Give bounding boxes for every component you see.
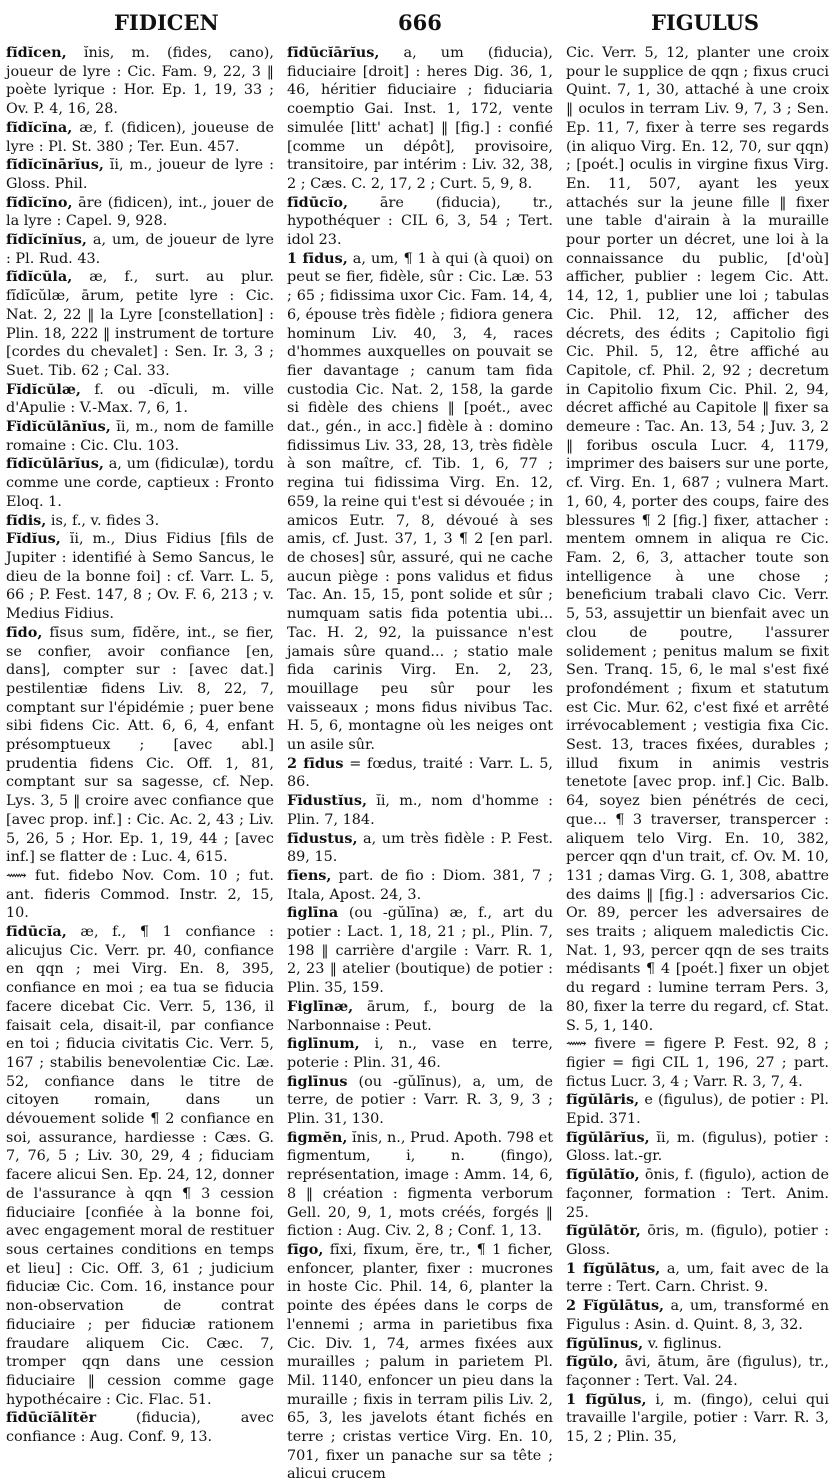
headword: fĭdĭcĭnĭus, bbox=[6, 231, 87, 249]
headword: fĭgŭlāris, bbox=[566, 1091, 640, 1109]
dictionary-entry bbox=[566, 1297, 829, 1334]
dictionary-entry bbox=[287, 1241, 553, 1484]
entry-text: i, n., vase en terre, poterie : Plin. 31, 46. bbox=[287, 1036, 553, 1071]
headword: Figlīnæ, bbox=[287, 997, 354, 1015]
headword: Fīdustĭus, bbox=[287, 792, 367, 810]
entry-text: (ou -gŭlīnus), a, um, de terre, de potier : Varr. R. 3, 9, 3 ; Plin. 31, 130. bbox=[287, 1073, 553, 1128]
headword: fĭdĭcen, bbox=[6, 44, 67, 61]
headword: fĭdĭcĭnārĭus, bbox=[6, 156, 104, 174]
dictionary-entry bbox=[6, 119, 274, 156]
entry-text: æ, f., surt. au plur. fĭdĭcŭlæ, ārum, petite lyre : Cic. Nat. 2, 22 ‖ la Lyre [constellation] : Plin. 18, 222 ‖ instrument de torture [cordes du chevalet] : Sen. Ir. 3, 3 ; Suet. Tib. 62 ; Cal. 33. bbox=[6, 269, 274, 379]
running-head-right: FIGULUS bbox=[651, 10, 760, 35]
dictionary-entry bbox=[6, 867, 274, 923]
entry-text: ⟿ fut. fidebo Nov. Com. 10 ; fut. ant. fideris Commod. Instr. 2, 15, 10. bbox=[6, 867, 274, 922]
entry-text: is, f., v. fides 3. bbox=[46, 512, 160, 529]
entry-text: (fiducia), avec confiance : Aug. Conf. 9, 13. bbox=[6, 1410, 274, 1446]
dictionary-entry bbox=[287, 755, 553, 792]
page-header bbox=[0, 0, 837, 46]
dictionary-entry bbox=[566, 1353, 829, 1390]
headword: fīgo, bbox=[287, 1241, 324, 1258]
dictionary-entry bbox=[6, 1409, 274, 1446]
entry-text: ⟿ fivere = figere P. Fest. 92, 8 ; figier = figi CIL 1, 196, 27 ; part. fictus Lucr. 3, 4 ; Varr. R. 3, 7, 4. bbox=[566, 1036, 829, 1090]
entry-text: āvi, ātum, āre (figulus), tr., façonner : Tert. Val. 24. bbox=[566, 1354, 829, 1389]
dictionary-entry bbox=[6, 530, 274, 624]
dictionary-entry bbox=[287, 44, 553, 194]
headword: fīdo, bbox=[6, 623, 43, 641]
entry-text: ĭi, m., nom de famille romaine : Cic. Clu. 103. bbox=[6, 419, 274, 454]
headword: 1 fīdus, bbox=[287, 249, 348, 267]
dictionary-entry bbox=[287, 998, 553, 1035]
entry-text: f. ou -dĭculi, m. ville d'Apulie : V.-Max. 7, 6, 1. bbox=[6, 381, 274, 417]
entry-text: a, um (fidiculæ), tordu comme une corde, captieux : Fronto Eloq. 1. bbox=[6, 456, 274, 510]
entry-text: ĭi, m., Dius Fidius [fils de Jupiter : identifié à Semo Sancus, le dieu de la bonne foi] : cf. Varr. L. 5, 66 ; P. Fest. 147, 8 ; Ov. F. 6, 213 ; v. Medius Fidius. bbox=[6, 531, 274, 623]
dictionary-entry bbox=[566, 44, 829, 1035]
entry-text: Cic. Verr. 5, 12, planter une croix pour le supplice de qqn ; fixus cruci Quint. 7, 1, 30, attaché à une croix ‖ oculos in terram Liv. 9, 7, 3 ; Sen. Ep. 11, 7, fixer à terre ses regards (in aliquo Virg. En. 12, 70, sur qqn) ; [poét.] oculis in virgine fixus Virg. En. 11, 507, ayant les yeux attachés sur la jeune fille ‖ fixer une table d'airain à la muraille pour porter un décret, une loi à la connaissance du public, [d'où] afficher, publier : legem Cic. Att. 14, 12, 1, publier une loi ; tabulas Cic. Phil. 12, 12, afficher des décrets, des édits ; Capitolio figi Cic. Phil. 5, 12, être affiché au Capitole, cf. Phil. 2, 92 ; decretum in Capitolio fixum Cic. Phil. 2, 94, décret affiché au Capitole ‖ fixer sa demeure : Tac. An. 13, 54 ; Juv. 3, 2 ‖ foribus oscula Lucr. 4, 1179, imprimer des baisers sur une porte, cf. Virg. En. 1, 687 ; vulnera Mart. 1, 60, 4, porter des coups, faire des blessures ¶ 2 [fig.] fixer, attacher : mentem omnem in aliqua re Cic. Fam. 2, 6, 3, attacher toute son intelligence à une chose ; beneficium trabali clavo Cic. Verr. 5, 53, assujettir un bienfait avec un clou de poutre, l'assurer solidement ; penitus malum se fixit Sen. Tranq. 15, 6, le mal s'est fixé profondément ; fixum et statutum est Cic. Mur. 62, c'est fixé et arrêté irrévocablement ; vestigia fixa Cic. Sest. 13, traces fixées, durables ; illud fixum in animis vestris tenetote [avec prop. inf.] Cic. Balb. 64, soyez bien pénétrés de ceci, que... ¶ 3 traverser, transpercer : aliquem telo Virg. En. 10, 382, percer qqn d'un trait, cf. Ov. M. 10, 131 ; damas Virg. G. 1, 308, abattre des daims ‖ [fig.] : adversarios Cic. Or. 89, percer les adversaires de ses traits ; aliquem maledictis Cic. Nat. 1, 93, percer qqn de ses traits médisants ¶ 4 [poét.] fixer un objet du regard : lumine terram Pers. 3, 80, fixer la terre du regard, cf. Stat. S. 5, 1, 140. bbox=[566, 45, 829, 1034]
dictionary-entry bbox=[287, 194, 553, 250]
entry-text: ĭnis, n., Prud. Apoth. 798 et figmentum, i, n. (fingo), représentation, image : Amm. 14, 6, 8 ‖ création : figmenta verborum Gell. 20, 9, 1, mots créés, forgés ‖ fiction : Aug. Civ. 2, 8 ; Conf. 1, 13. bbox=[287, 1129, 553, 1240]
headword: fĭgŭlātĭo, bbox=[566, 1166, 640, 1184]
dictionary-entry bbox=[287, 904, 553, 998]
entry-text: a, um très fidèle : P. Fest. 89, 15. bbox=[287, 830, 553, 866]
headword: fīens, bbox=[287, 866, 332, 884]
entry-text: (ou -gŭlīna) æ, f., art du potier : Lact. 1, 18, 21 ; pl., Plin. 7, 198 ‖ carrière d'argile : Varr. R. 1, 2, 23 ‖ atelier (boutique) de potier : Plin. 35, 159. bbox=[287, 905, 553, 997]
dictionary-entry bbox=[6, 624, 274, 867]
headword: 1 fĭgŭlus, bbox=[566, 1390, 647, 1408]
headword: fīdūcĭālĭtĕr bbox=[6, 1409, 97, 1427]
entry-text: æ, f. (fidicen), joueuse de lyre : Pl. St. 380 ; Ter. Eun. 457. bbox=[6, 119, 274, 155]
headword: figmĕn, bbox=[287, 1128, 348, 1146]
entry-text: a, um, de joueur de lyre : Pl. Rud. 43. bbox=[6, 232, 274, 267]
headword: fĭgŭlātŏr, bbox=[566, 1222, 641, 1240]
headword: 1 fĭgŭlātus, bbox=[566, 1259, 661, 1277]
dictionary-entry bbox=[6, 231, 274, 268]
dictionary-entry bbox=[566, 1260, 829, 1297]
page-number: 666 bbox=[398, 10, 442, 35]
headword: fĭdĭcĭno, bbox=[6, 193, 73, 211]
headword: 2 fīdus bbox=[287, 754, 344, 772]
entry-text: = fœdus, traité : Varr. L. 5, 86. bbox=[287, 755, 554, 791]
dictionary-entry bbox=[287, 1073, 553, 1129]
headword: Fĭdĭus, bbox=[6, 530, 61, 548]
entry-text: āre (fiducia), tr., hypothéquer : CIL 6, 3, 54 ; Tert. idol 23. bbox=[287, 194, 553, 249]
headword: Fĭdĭcŭlæ, bbox=[6, 380, 81, 398]
entry-text: āre (fidicen), int., jouer de la lyre : Capel. 9, 928. bbox=[6, 194, 274, 230]
entry-text: a, um, fait avec de la terre : Tert. Carn. Christ. 9. bbox=[566, 1260, 829, 1296]
dictionary-entry bbox=[566, 1129, 829, 1166]
entry-text: ĭi, m. (figulus), potier : Gloss. lat.-gr. bbox=[566, 1129, 829, 1165]
entry-text: æ, f., ¶ 1 confiance : alicujus Cic. Verr. pr. 40, confiance en qqn ; mei Virg. En. 8, 395, confiance en moi ; ea tua se fiducia facere dicebat Cic. Verr. 5, 136, il faisait cela, disait-il, par confiance en toi ; fiducia civitatis Cic. Verr. 5, 167 ; stabilis benevolentiæ Cic. Læ. 52, confiance dans le titre de citoyen romain, dans un dévouement solide ¶ 2 confiance en soi, assurance, hardiesse : Cæs. G. 7, 76, 5 ; Liv. 30, 29, 4 ; fiduciam facere alicui Sen. Ep. 24, 12, donner de l'assurance à qqn ¶ 3 cession fiduciaire [confiée à la bonne foi, avec engagement moral de restituer sous certaines conditions en temps et lieu] : Cic. Off. 3, 61 ; judicium fiduciæ Cic. Com. 16, instance pour non-observation de contrat fiduciaire ; per fiduciæ rationem fraudare aliquem Cic. Cæc. 7, tromper qqn dans une cession fiduciaire ‖ cession comme gage hypothécaire : Cic. Flac. 51. bbox=[6, 924, 274, 1408]
entry-text: a, um, transformé en Figulus : Asin. d. Quint. 8, 3, 32. bbox=[566, 1298, 830, 1333]
dictionary-entry bbox=[566, 1222, 829, 1259]
dictionary-entry bbox=[566, 1035, 829, 1091]
entry-text: fīsus sum, fīdĕre, int., se fier, se confier, avoir confiance [en, dans], compter sur : [avec dat.] pestilentiæ fidens Liv. 8, 22, 7, comptant sur l'épidémie ; puer bene sibi fidens Cic. Att. 6, 6, 4, enfant présomptueux ; [avec abl.] prudentia fidens Cic. Off. 1, 81, comptant sur sa sagesse, cf. Nep. Lys. 3, 5 ‖ croire avec confiance que [avec prop. inf.] : Cic. Ac. 2, 43 ; Liv. 5, 26, 5 ; Hor. Ep. 1, 19, 44 ; [avec inf.] se flatter de : Luc. 4, 615. bbox=[6, 624, 274, 866]
headword: fĭdĭcŭlārĭus, bbox=[6, 455, 104, 473]
headword: Fĭdĭcŭlānĭus, bbox=[6, 418, 111, 436]
entry-text: e (figulus), de potier : Pl. Epid. 371. bbox=[566, 1092, 829, 1128]
dictionary-entry bbox=[566, 1091, 829, 1128]
entry-text: ĭi, m., joueur de lyre : Gloss. Phil. bbox=[6, 157, 274, 192]
dictionary-entry bbox=[6, 381, 274, 418]
dictionary-entry bbox=[566, 1166, 829, 1222]
entry-text: ĭi, m., nom d'homme : Plin. 7, 184. bbox=[287, 793, 553, 828]
entry-text: ōris, m. (figulo), potier : Gloss. bbox=[566, 1223, 829, 1258]
dictionary-entry bbox=[287, 830, 553, 867]
dictionary-entry bbox=[566, 1391, 829, 1447]
headword: fīdūcĭo, bbox=[287, 193, 349, 211]
entry-text: part. de fio : Diom. 381, 7 ; Itala, Apost. 24, 3. bbox=[287, 867, 553, 903]
headword: fīdūcĭārĭus, bbox=[287, 44, 380, 61]
entry-text: a, um (fiducia), fiduciaire [droit] : heres Dig. 36, 1, 46, héritier fiduciaire ; fiduciaria coemptio Gai. Inst. 1, 172, vente simulée [litt' achat] ‖ [fig.] : confié [comme un dépôt], provisoire, transitoire, par intérim : Liv. 32, 38, 2 ; Cæs. C. 2, 17, 2 ; Curt. 5, 9, 8. bbox=[287, 45, 553, 192]
column-left bbox=[6, 44, 274, 1446]
dictionary-entry bbox=[287, 250, 553, 755]
dictionary-entry bbox=[6, 156, 274, 193]
headword: fĭgŭlārĭus, bbox=[566, 1128, 650, 1146]
dictionary-entry bbox=[6, 512, 274, 531]
dictionary-entry bbox=[6, 194, 274, 231]
headword: 2 Fĭgŭlātus, bbox=[566, 1297, 665, 1315]
dictionary-entry bbox=[287, 792, 553, 829]
entry-text: a, um, ¶ 1 à qui (à quoi) on peut se fier, fidèle, sûr : Cic. Læ. 53 ; 65 ; fidissima uxor Cic. Fam. 14, 4, 6, épouse très fidèle ; fidiora genera hominum Liv. 40, 3, 4, races d'hommes auxquelles on pouvait se fier davantage ; canum tam fida custodia Cic. Nat. 2, 158, la garde si fidèle des chiens ‖ [poét., avec dat., gén., in acc.] fidèle à : domino fidissimus Liv. 33, 28, 13, très fidèle à son maître, cf. Tib. 1, 6, 77 ; regina tui fidissima Virg. En. 12, 659, la reine qui t'est si dévouée ; in amicos Eutr. 7, 8, dévoué à ses amis, cf. Just. 37, 1, 3 ¶ 2 [en parl. de choses] sûr, assuré, qui ne cache aucun piège : pons validus et fidus Tac. An. 15, 15, pont solide et sûr ; numquam satis fida potentia ubi... Tac. H. 2, 92, la puissance n'est jamais sûre quand... ; statio male fida carinis Virg. En. 2, 23, mouillage peu sûr pour les vaisseaux ; mons fidus nivibus Tac. H. 5, 6, montagne où les neiges ont un asile sûr. bbox=[287, 250, 553, 754]
headword: figlīna bbox=[287, 904, 339, 922]
column-right bbox=[566, 44, 830, 1446]
entry-text: ōnis, f. (figulo), action de façonner, formation : Tert. Anim. 25. bbox=[566, 1167, 829, 1221]
dictionary-entry bbox=[6, 268, 274, 380]
entry-text: ĭnis, m. (fides, cano), joueur de lyre : Cic. Fam. 9, 22, 3 ‖ poète lyrique : Hor. Ep. 1, 19, 33 ; Ov. P. 4, 16, 28. bbox=[6, 45, 274, 118]
dictionary-entry bbox=[287, 1035, 553, 1072]
headword: fĭdĭcĭna, bbox=[6, 118, 73, 136]
entry-text: ārum, f., bourg de la Narbonnaise : Peut. bbox=[287, 998, 553, 1034]
dictionary-entry bbox=[6, 418, 274, 455]
entry-text: fīxi, fīxum, ĕre, tr., ¶ 1 ficher, enfoncer, planter, fixer : mucrones in hoste Cic. Phil. 14, 6, planter la pointe des épées dans le corps de l'ennemi ; arma in parietibus fixa Cic. Div. 1, 74, armes fixées aux murailles ; palum in parietem Pl. Mil. 1140, enfoncer un pieu dans la muraille ; fixis in terram pilis Liv. 2, 65, 3, les javelots étant fichés en terre ; cristas vertice Virg. En. 10, 701, fixer un panache sur sa tête ; alicui crucem bbox=[287, 1242, 553, 1483]
headword: figlīnum, bbox=[287, 1035, 360, 1053]
headword: fĭgŭlo, bbox=[566, 1353, 619, 1371]
dictionary-entry bbox=[6, 44, 274, 119]
headword: fĭdĭcŭla, bbox=[6, 268, 73, 286]
dictionary-entry bbox=[6, 455, 274, 511]
dictionary-entry bbox=[6, 923, 274, 1409]
dictionary-entry bbox=[287, 1129, 553, 1241]
column-middle bbox=[287, 44, 554, 1483]
entry-text: v. figlinus. bbox=[643, 1335, 722, 1352]
dictionary-entry bbox=[566, 1335, 829, 1354]
dictionary-entry bbox=[287, 867, 553, 904]
entry-text: i, m. (fingo), celui qui travaille l'argile, potier : Varr. R. 3, 15, 2 ; Plin. 35, bbox=[566, 1391, 829, 1446]
headword: figlīnus bbox=[287, 1072, 348, 1090]
running-head-left: FIDICEN bbox=[114, 10, 219, 35]
headword: fīdūcĭa, bbox=[6, 923, 67, 941]
headword: fīdustus, bbox=[287, 829, 358, 847]
headword: fĭdis, bbox=[6, 511, 47, 529]
headword: fĭgŭlīnus, bbox=[566, 1334, 644, 1352]
